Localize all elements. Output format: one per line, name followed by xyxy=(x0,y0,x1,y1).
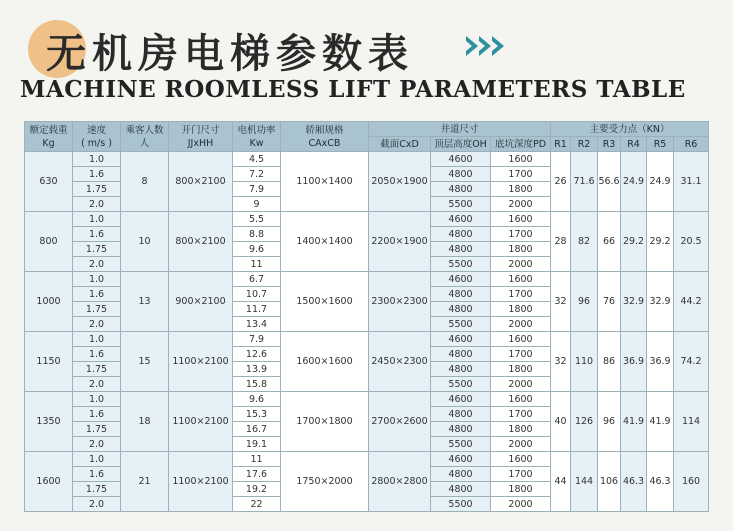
speed-cell: 1.6 xyxy=(73,347,121,362)
speed-cell: 1.75 xyxy=(73,302,121,317)
power-cell: 13.9 xyxy=(233,362,281,377)
power-cell: 7.2 xyxy=(233,167,281,182)
pit-depth-cell: 2000 xyxy=(491,497,551,512)
pit-depth-cell: 1600 xyxy=(491,272,551,287)
force-r6-cell: 44.2 xyxy=(674,272,709,332)
header-door-en: JJxHH xyxy=(187,137,214,149)
pit-depth-cell: 1600 xyxy=(491,452,551,467)
speed-cell: 1.75 xyxy=(73,182,121,197)
header-speed-en: ( m/s ) xyxy=(81,137,112,149)
header-pass-cn: 乘客人数 xyxy=(125,124,164,136)
force-r4-cell: 36.9 xyxy=(621,332,647,392)
speed-cell: 1.0 xyxy=(73,212,121,227)
header-r6: R6 xyxy=(674,137,709,152)
chevron-right-icon xyxy=(492,36,504,56)
power-cell: 19.1 xyxy=(233,437,281,452)
pit-depth-cell: 2000 xyxy=(491,377,551,392)
header-top: 顶层高度OH xyxy=(431,137,491,152)
speed-cell: 2.0 xyxy=(73,377,121,392)
table-row xyxy=(25,272,709,287)
header-car xyxy=(281,122,369,152)
force-r3-cell: 106 xyxy=(598,452,621,512)
table-row xyxy=(25,152,709,167)
car-cell: 1750×2000 xyxy=(281,452,369,512)
top-height-cell: 4800 xyxy=(431,482,491,497)
force-r3-cell: 66 xyxy=(598,212,621,272)
speed-cell: 2.0 xyxy=(73,197,121,212)
door-cell: 1100×2100 xyxy=(169,452,233,512)
top-height-cell: 4800 xyxy=(431,227,491,242)
table-row xyxy=(25,452,709,467)
passengers-cell: 18 xyxy=(121,392,169,452)
pit-depth-cell: 1700 xyxy=(491,347,551,362)
header xyxy=(20,14,720,114)
pit-depth-cell: 1800 xyxy=(491,242,551,257)
section-cell: 2800×2800 xyxy=(369,452,431,512)
force-r1-cell: 32 xyxy=(551,272,571,332)
force-r1-cell: 44 xyxy=(551,452,571,512)
pit-depth-cell: 1600 xyxy=(491,332,551,347)
force-r5-cell: 36.9 xyxy=(647,332,674,392)
header-car-cn: 轿厢规格 xyxy=(305,124,344,136)
top-height-cell: 4800 xyxy=(431,422,491,437)
header-r1: R1 xyxy=(551,137,571,152)
power-cell: 4.5 xyxy=(233,152,281,167)
power-cell: 13.4 xyxy=(233,317,281,332)
pit-depth-cell: 1600 xyxy=(491,392,551,407)
power-cell: 9 xyxy=(233,197,281,212)
force-r4-cell: 32.9 xyxy=(621,272,647,332)
pit-depth-cell: 2000 xyxy=(491,257,551,272)
load-cell: 800 xyxy=(25,212,73,272)
pit-depth-cell: 1800 xyxy=(491,482,551,497)
load-cell: 630 xyxy=(25,152,73,212)
top-height-cell: 5500 xyxy=(431,497,491,512)
passengers-cell: 10 xyxy=(121,212,169,272)
force-r6-cell: 74.2 xyxy=(674,332,709,392)
pit-depth-cell: 1600 xyxy=(491,152,551,167)
door-cell: 1100×2100 xyxy=(169,332,233,392)
table-body xyxy=(25,152,709,512)
speed-cell: 1.6 xyxy=(73,167,121,182)
top-height-cell: 4600 xyxy=(431,212,491,227)
top-height-cell: 5500 xyxy=(431,317,491,332)
pit-depth-cell: 1700 xyxy=(491,167,551,182)
power-cell: 22 xyxy=(233,497,281,512)
load-cell: 1000 xyxy=(25,272,73,332)
top-height-cell: 4600 xyxy=(431,392,491,407)
top-height-cell: 5500 xyxy=(431,437,491,452)
header-speed xyxy=(73,122,121,152)
header-passengers xyxy=(121,122,169,152)
load-cell: 1350 xyxy=(25,392,73,452)
header-r3: R3 xyxy=(598,137,621,152)
power-cell: 10.7 xyxy=(233,287,281,302)
pit-depth-cell: 1700 xyxy=(491,227,551,242)
pit-depth-cell: 1700 xyxy=(491,407,551,422)
pit-depth-cell: 1800 xyxy=(491,182,551,197)
force-r6-cell: 160 xyxy=(674,452,709,512)
force-r1-cell: 40 xyxy=(551,392,571,452)
passengers-cell: 8 xyxy=(121,152,169,212)
force-r2-cell: 96 xyxy=(571,272,598,332)
force-r2-cell: 110 xyxy=(571,332,598,392)
power-cell: 8.8 xyxy=(233,227,281,242)
section-cell: 2200×1900 xyxy=(369,212,431,272)
force-r1-cell: 28 xyxy=(551,212,571,272)
header-load-cn: 额定载重 xyxy=(29,124,68,136)
pit-depth-cell: 1700 xyxy=(491,467,551,482)
top-height-cell: 4600 xyxy=(431,452,491,467)
pit-depth-cell: 1800 xyxy=(491,362,551,377)
header-door-cn: 开门尺寸 xyxy=(181,124,220,136)
speed-cell: 1.0 xyxy=(73,332,121,347)
header-speed-cn: 速度 xyxy=(86,124,106,136)
car-cell: 1500×1600 xyxy=(281,272,369,332)
power-cell: 9.6 xyxy=(233,392,281,407)
speed-cell: 1.0 xyxy=(73,272,121,287)
speed-cell: 1.75 xyxy=(73,362,121,377)
car-cell: 1700×1800 xyxy=(281,392,369,452)
pit-depth-cell: 1600 xyxy=(491,212,551,227)
door-cell: 800×2100 xyxy=(169,152,233,212)
force-r1-cell: 32 xyxy=(551,332,571,392)
passengers-cell: 13 xyxy=(121,272,169,332)
power-cell: 11.7 xyxy=(233,302,281,317)
table-row xyxy=(25,212,709,227)
speed-cell: 1.0 xyxy=(73,392,121,407)
force-r2-cell: 82 xyxy=(571,212,598,272)
door-cell: 1100×2100 xyxy=(169,392,233,452)
top-height-cell: 4800 xyxy=(431,167,491,182)
speed-cell: 2.0 xyxy=(73,317,121,332)
power-cell: 11 xyxy=(233,257,281,272)
speed-cell: 2.0 xyxy=(73,257,121,272)
top-height-cell: 4600 xyxy=(431,332,491,347)
header-shaft: 井道尺寸 xyxy=(369,122,551,137)
force-r4-cell: 29.2 xyxy=(621,212,647,272)
power-cell: 16.7 xyxy=(233,422,281,437)
header-power-cn: 电机功率 xyxy=(237,124,276,136)
force-r4-cell: 46.3 xyxy=(621,452,647,512)
title-arrows xyxy=(466,36,504,56)
table-row xyxy=(25,392,709,407)
force-r5-cell: 32.9 xyxy=(647,272,674,332)
speed-cell: 1.6 xyxy=(73,287,121,302)
header-load-en: Kg xyxy=(42,137,55,149)
top-height-cell: 4600 xyxy=(431,272,491,287)
power-cell: 7.9 xyxy=(233,332,281,347)
force-r4-cell: 41.9 xyxy=(621,392,647,452)
car-cell: 1100×1400 xyxy=(281,152,369,212)
header-door xyxy=(169,122,233,152)
header-power-en: Kw xyxy=(249,137,264,149)
section-cell: 2300×2300 xyxy=(369,272,431,332)
force-r5-cell: 24.9 xyxy=(647,152,674,212)
power-cell: 17.6 xyxy=(233,467,281,482)
force-r3-cell: 56.6 xyxy=(598,152,621,212)
top-height-cell: 4800 xyxy=(431,182,491,197)
table-row xyxy=(25,332,709,347)
car-cell: 1600×1600 xyxy=(281,332,369,392)
speed-cell: 1.6 xyxy=(73,407,121,422)
title-en: MACHINE ROOMLESS LIFT PARAMETERS TABLE xyxy=(20,76,686,103)
speed-cell: 1.6 xyxy=(73,467,121,482)
speed-cell: 1.0 xyxy=(73,152,121,167)
speed-cell: 1.75 xyxy=(73,242,121,257)
load-cell: 1150 xyxy=(25,332,73,392)
force-r5-cell: 29.2 xyxy=(647,212,674,272)
door-cell: 900×2100 xyxy=(169,272,233,332)
force-r3-cell: 86 xyxy=(598,332,621,392)
pit-depth-cell: 1800 xyxy=(491,422,551,437)
title-cn: 无机房电梯参数表 xyxy=(46,31,414,77)
force-r5-cell: 41.9 xyxy=(647,392,674,452)
header-power xyxy=(233,122,281,152)
header-r4: R4 xyxy=(621,137,647,152)
force-r3-cell: 96 xyxy=(598,392,621,452)
chevron-right-icon xyxy=(466,36,478,56)
force-r1-cell: 26 xyxy=(551,152,571,212)
header-car-en: CAxCB xyxy=(308,137,341,149)
speed-cell: 2.0 xyxy=(73,497,121,512)
door-cell: 800×2100 xyxy=(169,212,233,272)
header-r5: R5 xyxy=(647,137,674,152)
force-r3-cell: 76 xyxy=(598,272,621,332)
force-r4-cell: 24.9 xyxy=(621,152,647,212)
top-height-cell: 4800 xyxy=(431,467,491,482)
header-section: 截面CxD xyxy=(369,137,431,152)
section-cell: 2050×1900 xyxy=(369,152,431,212)
top-height-cell: 4800 xyxy=(431,287,491,302)
section-cell: 2450×2300 xyxy=(369,332,431,392)
force-r6-cell: 20.5 xyxy=(674,212,709,272)
passengers-cell: 15 xyxy=(121,332,169,392)
passengers-cell: 21 xyxy=(121,452,169,512)
top-height-cell: 4800 xyxy=(431,347,491,362)
pit-depth-cell: 1800 xyxy=(491,302,551,317)
power-cell: 7.9 xyxy=(233,182,281,197)
top-height-cell: 5500 xyxy=(431,197,491,212)
speed-cell: 1.75 xyxy=(73,482,121,497)
top-height-cell: 4800 xyxy=(431,362,491,377)
speed-cell: 1.75 xyxy=(73,422,121,437)
top-height-cell: 5500 xyxy=(431,377,491,392)
top-height-cell: 4800 xyxy=(431,407,491,422)
power-cell: 6.7 xyxy=(233,272,281,287)
header-r2: R2 xyxy=(571,137,598,152)
load-cell: 1600 xyxy=(25,452,73,512)
force-r5-cell: 46.3 xyxy=(647,452,674,512)
power-cell: 12.6 xyxy=(233,347,281,362)
power-cell: 11 xyxy=(233,452,281,467)
top-height-cell: 4600 xyxy=(431,152,491,167)
section-cell: 2700×2600 xyxy=(369,392,431,452)
power-cell: 19.2 xyxy=(233,482,281,497)
pit-depth-cell: 1700 xyxy=(491,287,551,302)
speed-cell: 1.6 xyxy=(73,227,121,242)
force-r6-cell: 114 xyxy=(674,392,709,452)
pit-depth-cell: 2000 xyxy=(491,437,551,452)
power-cell: 15.3 xyxy=(233,407,281,422)
pit-depth-cell: 2000 xyxy=(491,197,551,212)
power-cell: 9.6 xyxy=(233,242,281,257)
power-cell: 5.5 xyxy=(233,212,281,227)
top-height-cell: 4800 xyxy=(431,302,491,317)
pit-depth-cell: 2000 xyxy=(491,317,551,332)
parameters-table xyxy=(24,121,709,512)
force-r6-cell: 31.1 xyxy=(674,152,709,212)
header-force: 主要受力点（KN） xyxy=(551,122,709,137)
speed-cell: 1.0 xyxy=(73,452,121,467)
header-pit: 底坑深度PD xyxy=(491,137,551,152)
chevron-right-icon xyxy=(479,36,491,56)
header-load xyxy=(25,122,73,152)
speed-cell: 2.0 xyxy=(73,437,121,452)
power-cell: 15.8 xyxy=(233,377,281,392)
force-r2-cell: 144 xyxy=(571,452,598,512)
top-height-cell: 5500 xyxy=(431,257,491,272)
force-r2-cell: 71.6 xyxy=(571,152,598,212)
force-r2-cell: 126 xyxy=(571,392,598,452)
car-cell: 1400×1400 xyxy=(281,212,369,272)
header-pass-en: 人 xyxy=(139,137,150,149)
top-height-cell: 4800 xyxy=(431,242,491,257)
